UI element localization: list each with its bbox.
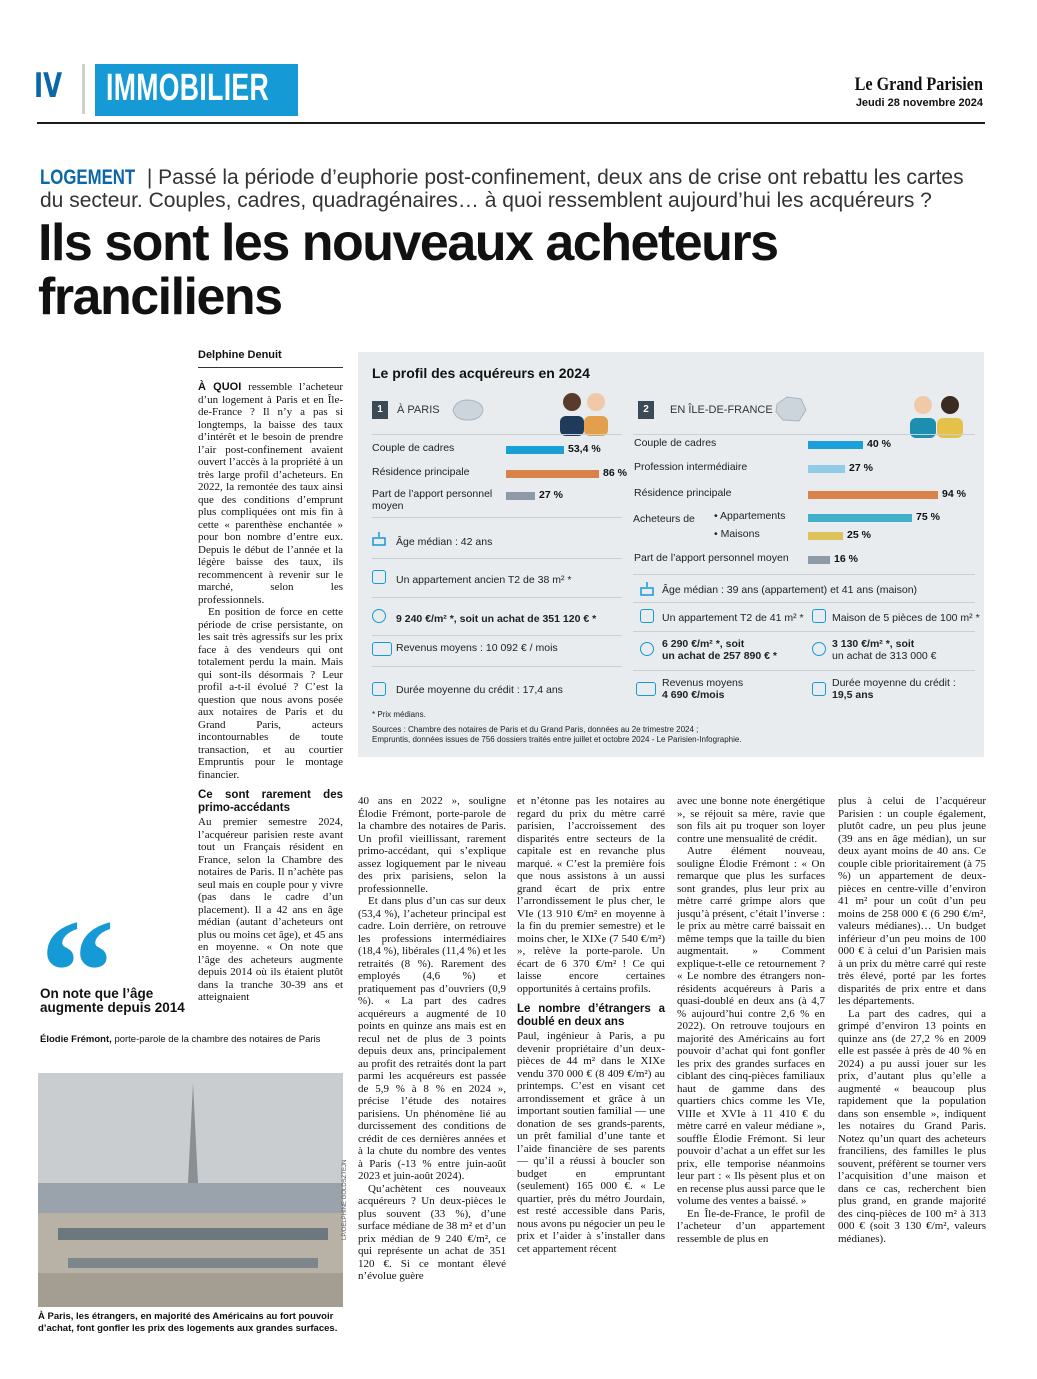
bar-label: Profession intermédiaire [634, 461, 748, 473]
separator [633, 670, 975, 671]
idf-house-price-line2: un achat de 313 000 € [832, 650, 937, 662]
bar [808, 465, 845, 473]
idf-house: Maison de 5 pièces de 100 m² * [832, 612, 980, 624]
paris-price: 9 240 €/m² *, soit un achat de 351 120 € * [396, 613, 597, 625]
paris-apartment: Un appartement ancien T2 de 38 m² * [396, 574, 572, 586]
zone-number: 2 [638, 401, 654, 419]
bar-label: • Maisons [714, 528, 760, 540]
calendar-icon [812, 682, 826, 696]
paragraph [198, 381, 343, 606]
paris-income: Revenus moyens : 10 092 € / mois [396, 642, 558, 654]
bar [808, 532, 843, 540]
separator [633, 434, 975, 435]
bar [808, 556, 830, 564]
bar-value: 94 % [942, 488, 966, 500]
quote-author-role: porte-parole de la chambre des notaires de Paris [114, 1034, 321, 1045]
euro-icon [372, 609, 386, 623]
bar-value: 86 % [603, 467, 627, 479]
couple-avatars-icon [554, 388, 614, 436]
bar [506, 470, 599, 478]
bar [808, 514, 912, 522]
wallet-icon [636, 682, 656, 696]
bar-value: 53,4 % [568, 443, 601, 455]
zone-label: À PARIS [397, 404, 440, 416]
idf-flat-price-line1: 6 290 €/m² *, soit [662, 638, 745, 650]
lead-in: À QUOI [198, 381, 242, 393]
price-note: * Prix médians. [372, 710, 426, 719]
bar-label: • Appartements [714, 510, 786, 522]
bar-label: Couple de cadres [372, 442, 455, 454]
article-column-2 [358, 795, 506, 1283]
idf-map-icon [773, 394, 809, 424]
separator [372, 517, 622, 518]
zone-number: 1 [372, 401, 388, 419]
paragraph: En Île-de-France, le profil de l’acheteur d’un appartement ressemble de plus en [677, 1207, 825, 1245]
article-column-5 [838, 795, 986, 1245]
bar-label: Résidence principale [634, 487, 732, 499]
bar-label: Part de l’apport personnel moyen [372, 488, 493, 512]
euro-icon [640, 642, 654, 656]
infographic-title: Le profil des acquéreurs en 2024 [372, 365, 590, 381]
idf-median-age: Âge médian : 39 ans (appartement) et 41 ans (maison) [662, 584, 918, 596]
subheading: Ce sont rarement des primo-accédants [198, 789, 343, 814]
kicker-label: LOGEMENT [40, 166, 136, 189]
sources-line1: Sources : Chambre des notaires de Paris et du Grand Paris, données au 2e trimestre 2024 ; [372, 725, 699, 734]
paragraph: Et dans plus d’un cas sur deux (53,4 %), l’acheteur principal est cadre. Loin derrière, on retrouve les professions intermédiaires (18,4 %), libérales (11,4 %) et les retraités (8 %). Rarement des employés (4,6 %) et pratiquement pas d’ouvriers (0,9 %). « La part des cadres acquéreurs a augmenté de 10 points en quinze ans mais est en recul net de plus de 3 points depuis deux ans, principalement au profit des retraités dont la part parmi les acquéreurs est passée de 5,9 % à 8 % en 2024 », précise l’étude des notaires parisiens. Un phénomène lié au durcissement des conditions de crédit de ces dernières années et à la chute du nombre des ventes à Paris (-13 % entre juin-août 2023 et juin-août 2024). [358, 895, 506, 1182]
paragraph: plus à celui de l’acquéreur Parisien : un couple également, plutôt cadre, un peu plus jeune (39 ans en âge médian), un sur deux ayant moins de 40 ans. Ce couple cible prioritairement (à 75 %) un appartement de deux-pièces en centre-ville d’environ 41 m² pour un coût d’un peu moins de 258 000 € (6 290 €/m², valeurs médianes)… Un budget inférieur d’un peu moins de 100 000 € à celui d’un Parisien mais à un prix du mètre carré qui reste très élevé, porté par les fortes disparités de prix entre et dans les départements. [838, 795, 986, 1007]
euro-icon [812, 642, 826, 656]
newspaper-masthead [832, 74, 983, 109]
separator [633, 574, 975, 575]
infographic [358, 352, 984, 757]
separator [372, 434, 622, 435]
bar [506, 446, 564, 454]
idf-credit-line1: Durée moyenne du crédit : [832, 677, 956, 689]
idf-credit-line2: 19,5 ans [832, 689, 874, 701]
idf-flat-price [662, 638, 777, 662]
cake-icon [372, 530, 386, 546]
separator [633, 631, 975, 632]
idf-house-price-line1: 3 130 €/m² *, soit [832, 638, 915, 650]
paris-map-icon [450, 397, 486, 423]
separator [372, 597, 622, 598]
separator [633, 602, 975, 603]
article-column-1 [198, 381, 343, 1004]
page-number: IV [34, 66, 63, 106]
cake-icon [640, 580, 654, 596]
publication-date: Jeudi 28 novembre 2024 [855, 97, 983, 109]
kicker-separator: | [146, 166, 159, 189]
photo-caption: À Paris, les étrangers, en majorité des Américains au fort pouvoir d’achat, font gonfler les prix des logements aux grandes surfaces. [38, 1311, 338, 1334]
bar [808, 441, 863, 449]
idf-house-price [832, 638, 937, 662]
idf-income-line2: 4 690 €/mois [662, 689, 725, 701]
building-icon [372, 570, 386, 584]
separator [372, 558, 622, 559]
article-column-4 [677, 795, 825, 1245]
idf-income-line1: Revenus moyens [662, 677, 744, 689]
header-rule [37, 122, 985, 124]
newspaper-name: Le Grand Parisien [854, 74, 983, 95]
bar-value: 40 % [867, 438, 891, 450]
header-divider [82, 64, 85, 114]
idf-income [662, 677, 743, 701]
bar-value: 27 % [539, 489, 563, 501]
photo-credit: LP/DELPHINE GOLDSZTEJN [342, 1159, 348, 1240]
bar [808, 491, 938, 499]
paragraph: et n’étonne pas les notaires au regard du prix du mètre carré parisien, l’accroissement des disparités entre secteurs de la capitale est en revanche plus marqué. « C’est la première fois que nous assistons à un aussi grand écart de prix entre l’arrondissement le plus cher, le VIe (13 910 €/m² en moyenne à la fin du premier semestre) et le moins cher, le XIXe (7 540 €/m²) », relève la porte-parole. Un écart de 6 370 €/m² ! Ce qui laisse encore certaines opportunités à certains profils. [517, 795, 665, 995]
paragraph: avec une bonne note énergétique », se réjouit sa mère, ravie que son fils ait pu troquer son loyer contre une mensualité de crédit. [677, 795, 825, 845]
bar-label: Couple de cadres [634, 437, 717, 449]
wallet-icon [372, 642, 392, 656]
quote-attribution [40, 1034, 350, 1045]
house-icon [812, 609, 826, 623]
bar-label: Part de l’apport personnel moyen [634, 552, 789, 564]
kicker [40, 166, 990, 212]
idf-credit-duration [832, 677, 956, 701]
bar-value: 27 % [849, 462, 873, 474]
paragraph: Qu’achètent ces nouveaux acquéreurs ? Un deux-pièces le plus souvent (33 %), d’une surface médiane de 38 m² et d’un prix médian de 9 240 €/m², ce qui représente un achat de 351 120 €. Si ce montant élevé n’évolue guère [358, 1182, 506, 1282]
zone-label: EN ÎLE-DE-FRANCE [670, 404, 773, 416]
separator [372, 635, 622, 636]
building-icon [640, 609, 654, 623]
paragraph: En position de force en cette période de crise persistante, on les sait très agressifs sur les prix face à des vendeurs qui ont totalement perdu la main. Mais qui sont-ils désormais ? Leur profil a-t-il évolué ? C’est la question que nous avons posée aux notaires de Paris et du Grand Paris, acteurs incontournables de toute transaction, et au courtier Empruntis pour le montage financier. [198, 606, 343, 781]
bar-value: 25 % [847, 529, 871, 541]
paragraph: Au premier semestre 2024, l’acquéreur parisien reste avant tout un Français résident en France, selon la Chambre des notaires de Paris. Il n’achète pas seul mais en couple pour y vivre (pas dans le cadre d’un placement). Il a 42 ans en âge médian (autant d’acheteurs ont plus ou moins cet âge), et 45 ans en moyenne. « On note que l’âge des acheteurs augmente depuis 2014 où ils étaient plutôt dans la tranche 30-39 ans et atteignaient [198, 816, 343, 1003]
sources [372, 725, 742, 744]
paragraph: Autre élément nouveau, souligne Élodie Frémont : « On remarque que plus les surfaces sont grandes, plus leur prix au mètre carré grimpe alors que jusqu’à présent, c’était l’inverse : le prix au mètre carré baissait en même temps que la taille du bien augmentait. » Comment explique-t-elle ce retournement ? « Le nombre des étrangers non-résidents acquéreurs à Paris a quasi-doublé en deux ans (à 4,7 % aujourd’hui contre 2,6 % en 2022). On retrouve toujours en majorité des Américains au fort pouvoir d’achat qui font gonfler les prix des grandes surfaces en ciblant des cinq-pièces familiaux haut de gamme dans des quartiers chics comme les VIe, VIIIe et XVIe à 11 410 € du mètre carré en valeur médiane », souffle Élodie Frémont. Si leur pouvoir d’achat a un effet sur les prix, elle temporise néanmoins leur part : « Ils pèsent plus et on en recense plus aussi parce que le volume des ventes a baissé. » [677, 845, 825, 1207]
separator [372, 666, 622, 667]
calendar-icon [372, 682, 386, 696]
article-column-3 [517, 795, 665, 1255]
bar-label: Résidence principale [372, 466, 470, 478]
bar-value: 75 % [916, 511, 940, 523]
quote-author: Élodie Frémont, [40, 1034, 112, 1045]
sources-line2: Empruntis, données issues de 756 dossiers traités entre juillet et octobre 2024 - Le Parisien-Infographie. [372, 734, 742, 744]
paragraph: 40 ans en 2022 », souligne Élodie Frémont, porte-parole de la chambre des notaires de Paris. Un profil vieillissant, rarement primo-accédant, qui s’explique assez logiquement par le niveau des prix parisiens, selon la professionnelle. [358, 795, 506, 895]
bar-value: 16 % [834, 553, 858, 565]
idf-flat-price-line2: un achat de 257 890 € * [662, 650, 777, 662]
paris-credit-duration: Durée moyenne du crédit : 17,4 ans [396, 684, 563, 696]
paris-rooftops-photo [38, 1073, 343, 1307]
headline: Ils sont les nouveaux acheteurs franciliens [38, 214, 778, 326]
buyers-label: Acheteurs de [633, 513, 695, 525]
idf-apartment: Un appartement T2 de 41 m² * [662, 612, 804, 624]
couple-avatars-icon [904, 392, 970, 438]
pull-quote: On note que l’âge augmente depuis 2014 [40, 986, 185, 1015]
subheading: Le nombre d’étrangers a doublé en deux ans [517, 1003, 665, 1028]
section-title: IMMOBILIER [106, 67, 270, 109]
paris-median-age: Âge médian : 42 ans [396, 536, 493, 548]
paragraph: La part des cadres, qui a grimpé d’environ 13 points en quinze ans (de 27,2 % en 2009 elle est passée à près de 40 % en 2024) a pu aussi jouer sur les prix, d’autant plus qu’elle a augmenté « beaucoup plus rapidement que la population dans son ensemble », indiquent les notaires du Grand Paris. Notez qu’un quart des acheteurs franciliens, des familles le plus souvent, préfèrent se tourner vers l’acquisition d’une maison et dans ce cas, recherchent bien plus grand, en grande majorité des cinq-pièces de 100 m² à 313 000 € (soit 3 130 €/m², valeurs médianes). [838, 1007, 986, 1245]
quote-mark-icon [40, 912, 115, 992]
bar [506, 492, 535, 500]
paragraph-text: ressemble l’acheteur d’un logement à Paris et en Île-de-France ? Il n’y a pas si longtemps, la baisse des taux d’intérêt et le besoin de prendre l’air post-confinement avaient ouvert l’accès à la propriété à un très large profil d’acheteurs. En 2022, la remontée des taux ainsi que des conditions d’emprunt plus compliquées ont mis fin à cette « parenthèse enchantée » pour bon nombre d’entre eux. Depuis le début de l’année et la légère baisse des taux, ils recommencent à revenir sur le marché, selon les professionnels. [198, 381, 343, 606]
kicker-text: Passé la période d’euphorie post-confinement, deux ans de crise ont rebattu les cartes du secteur. Couples, cadres, quadragénaires… à quoi ressemblent aujourd’hui les acquéreurs ? [40, 166, 964, 212]
paragraph: Paul, ingénieur à Paris, a pu devenir propriétaire d’un deux-pièces de 44 m² dans le XIXe vendu 370 000 € (8 409 €/m²) au printemps. C’est en visant cet arrondissement et grâce à un important soutien familial — une donation de ses grands-parents, un prêt familial d’une tante et l’aide financière de ses parents — qu’il a réussi à boucler son budget en empruntant (seulement) 165 000 €. « Le quartier, près du métro Jourdain, est resté accessible dans Paris, nous avons pu négocier un peu le prix et l’aider à s’installer dans cet appartement récent [517, 1030, 665, 1255]
byline: Delphine Denuit [198, 349, 343, 368]
